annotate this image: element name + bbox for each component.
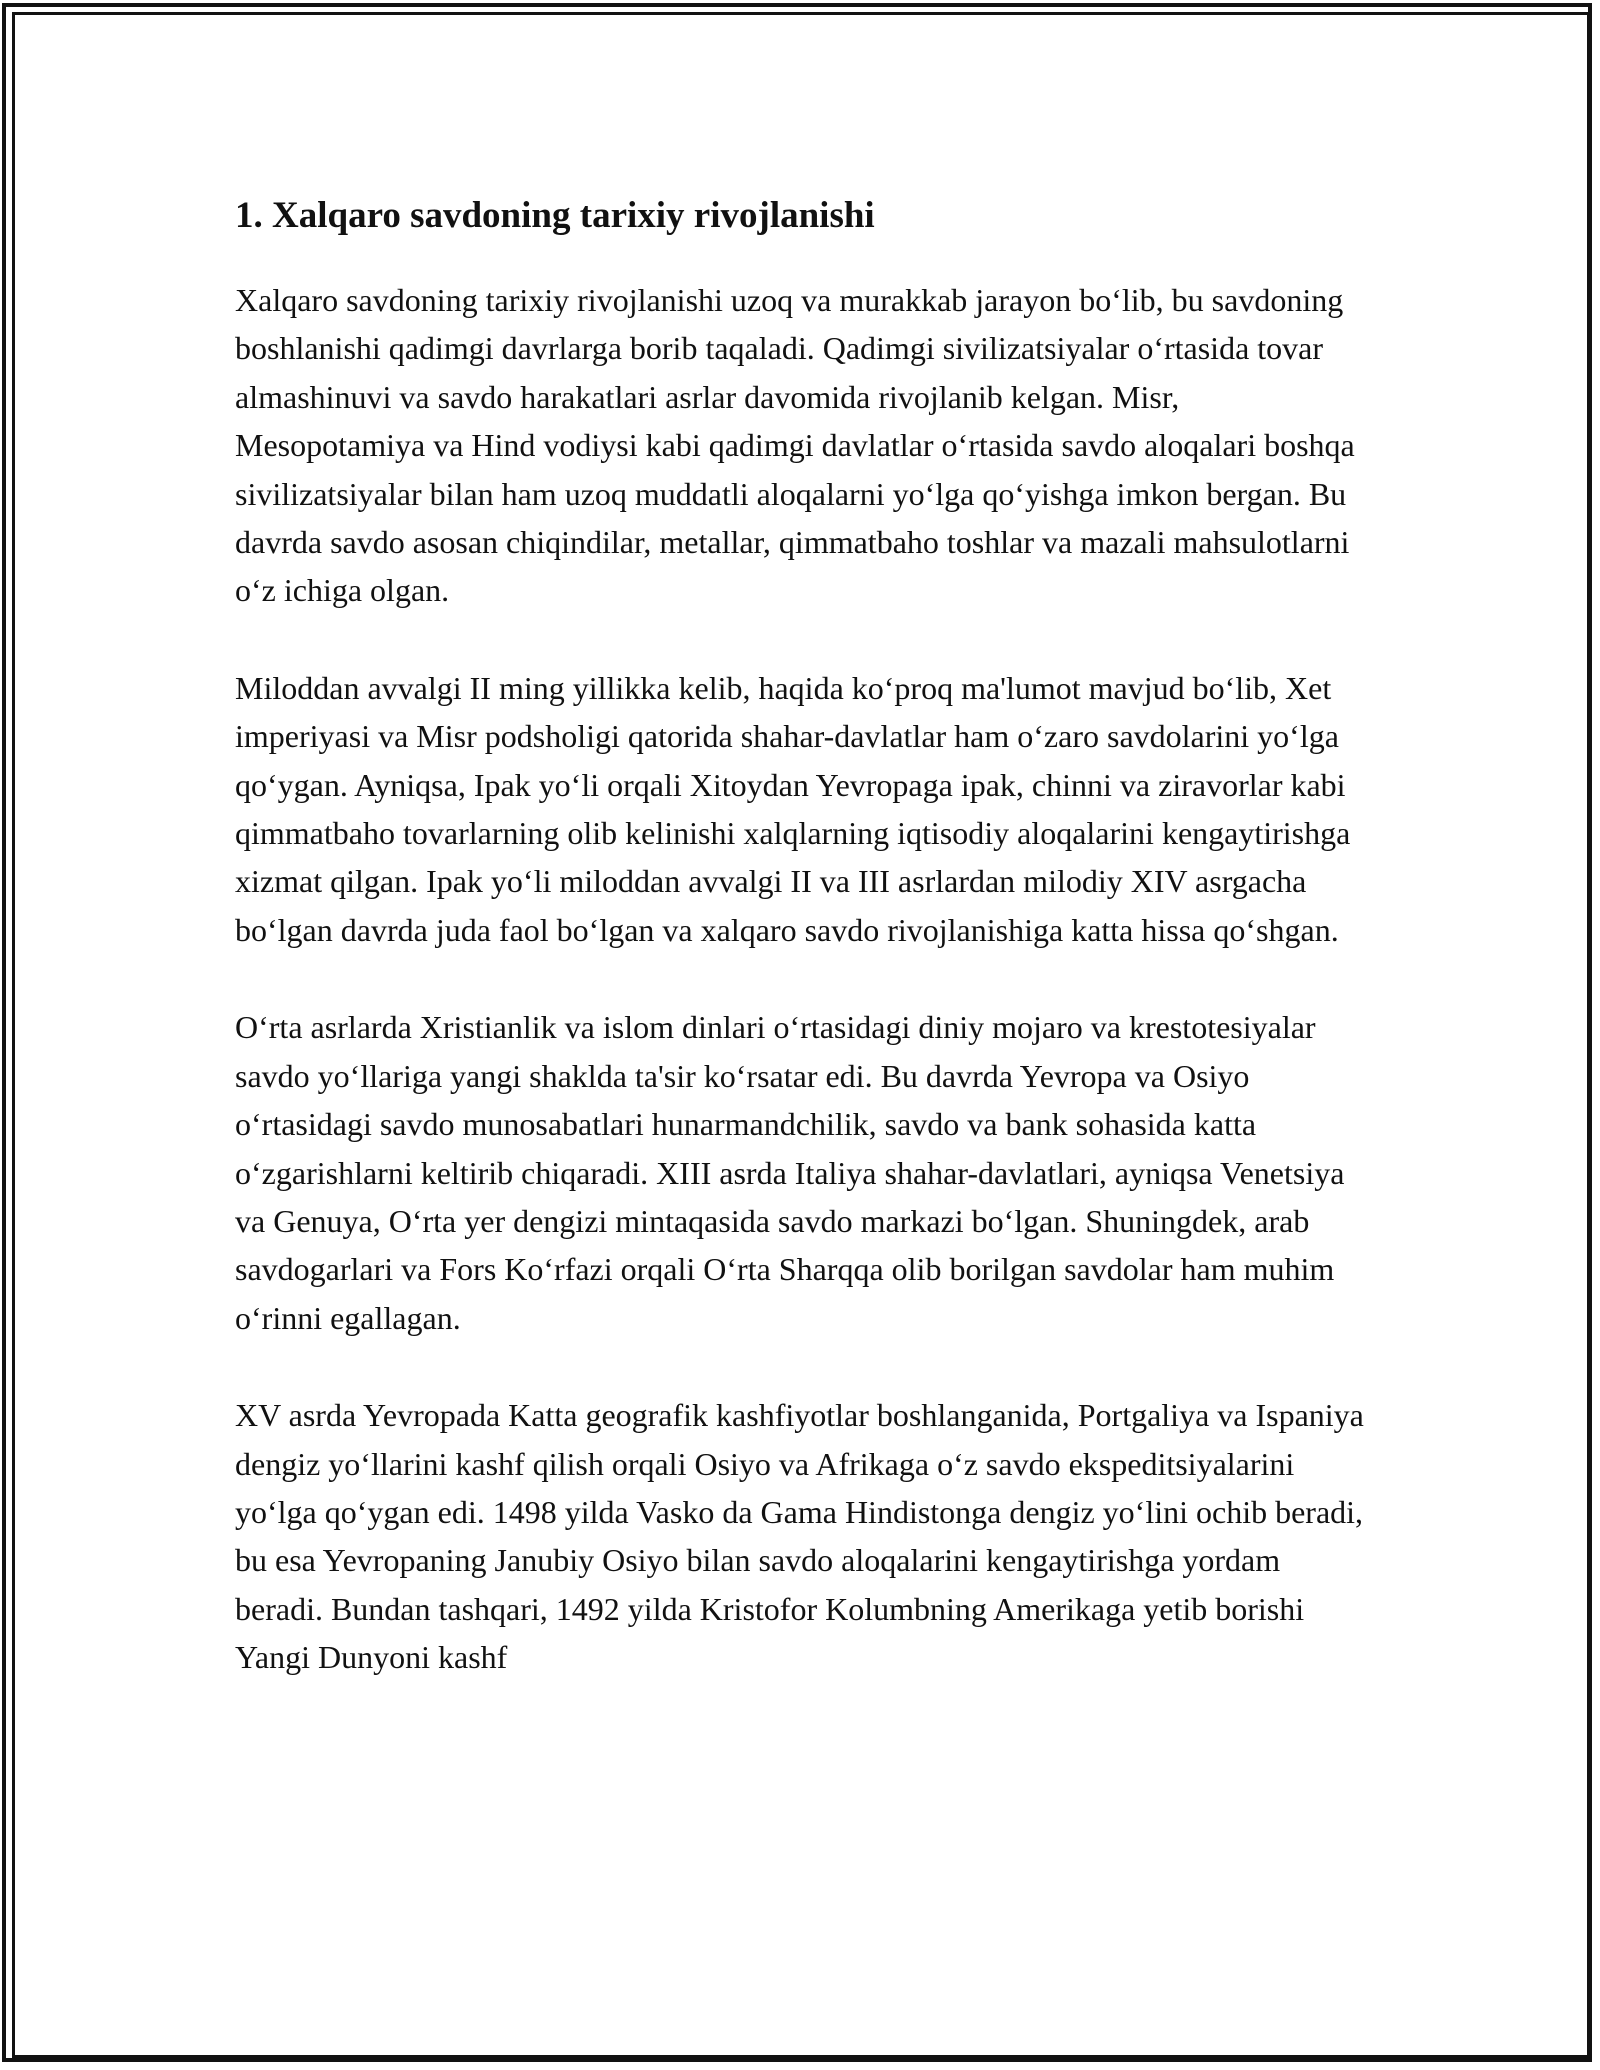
paragraph-silk-road: Miloddan avvalgi II ming yillikka kelib, haqida ko‘proq ma'lumot mavjud bo‘lib, Xet imperiyasi va Misr podsholigi qatorida shahar-davlatlar ham o‘zaro savdolarini yo‘lga qo‘ygan. Ayniqsa, Ipak yo‘li orqali Xitoydan Yevropaga ipak, chinni va ziravorlar kabi qimmatbaho tovarlarning olib kelinishi xalqlarning iqtisodiy aloqalarini kengaytirishga xizmat qilgan. Ipak yo‘li miloddan avvalgi II va III asrlardan milodiy XIV asrgacha bo‘lgan davrda juda faol bo‘lgan va xalqaro savdo rivojlanishiga katta hissa qo‘shgan. — [235, 669, 1351, 948]
paragraph-middle-ages: O‘rta asrlarda Xristianlik va islom dinlari o‘rtasidagi diniy mojaro va krestotesiyalar savdo yo‘llariga yangi shaklda ta'sir ko‘rsatar edi. Bu davrda Yevropa va Osiyo o‘rtasidagi savdo munosabatlari hunarmandchilik, savdo va bank sohasida katta o‘zgarishlarni keltirib chiqaradi. XIII asrda Italiya shahar-davlatlari, ayniqsa Venetsiya va Genuya, O‘rta yer dengizi mintaqasida savdo markazi bo‘lgan. Shuningdek, arab savdogarlari va Fors Ko‘rfazi orqali O‘rta Sharqqa olib borilgan savdolar ham muhim o‘rinni egallagan. — [235, 1009, 1345, 1336]
paragraph-geographic-discoveries: XV asrda Yevropada Katta geografik kashfiyotlar boshlanganida, Portgaliya va Ispaniya dengiz yo‘llarini kashf qilish orqali Osiyo va Afrikaga o‘z savdo ekspeditsiyalarini yo‘lga qo‘ygan edi. 1498 yilda Vasko da Gama Hindistonga dengiz yo‘lini ochib beradi, bu esa Yevropaning Janubiy Osiyo bilan savdo aloqalarini kengaytirishga yordam beradi. Bundan tashqari, 1492 yilda Kristofor Kolumbning Amerikaga yetib borishi Yangi Dunyoni kashf — [235, 1397, 1364, 1676]
section-title: 1. Xalqaro savdoning tarixiy rivojlanishi — [235, 195, 875, 236]
paragraph-ancient-trade: Xalqaro savdoning tarixiy rivojlanishi uzoq va murakkab jarayon bo‘lib, bu savdoning boshlanishi qadimgi davrlarga borib taqaladi. Qadimgi sivilizatsiyalar o‘rtasida tovar almashinuvi va savdo harakatlari asrlar davomida rivojlanib kelgan. Misr, Mesopotamiya va Hind vodiysi kabi qadimgi davlatlar o‘rtasida savdo aloqalari boshqa sivilizatsiyalar bilan ham uzoq muddatli aloqalarni yo‘lga qo‘yishga imkon bergan. Bu davrda savdo asosan chiqindilar, metallar, qimmatbaho toshlar va mazali mahsulotlarni o‘z ichiga olgan. — [235, 282, 1355, 609]
document-body — [235, 190, 1375, 1731]
